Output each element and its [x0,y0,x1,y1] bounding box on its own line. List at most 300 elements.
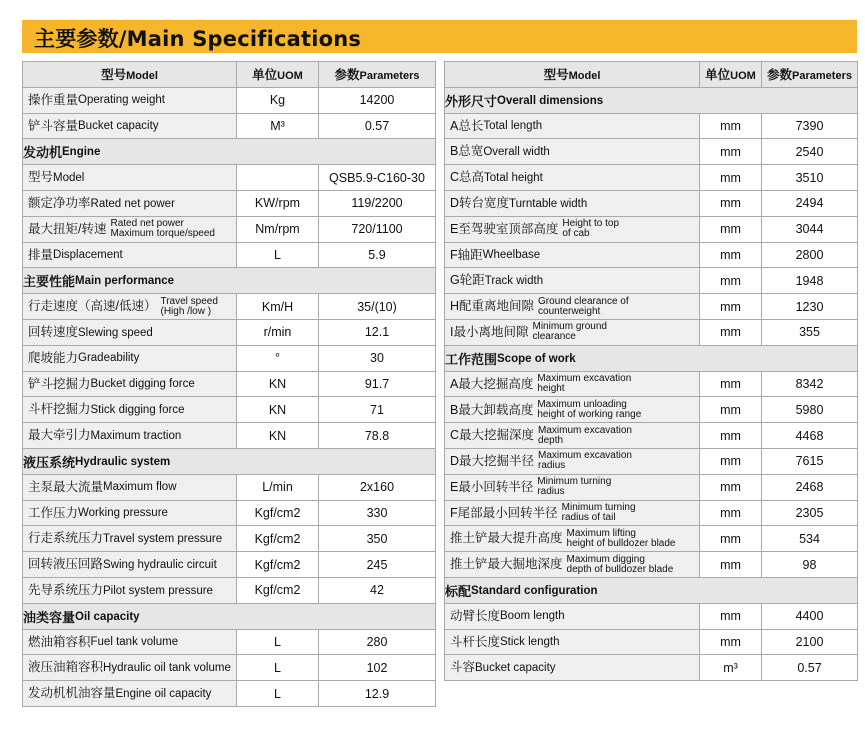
spec-label [445,448,700,474]
spec-row [23,371,436,397]
spec-label-cn: 型号 [28,170,54,185]
spec-label-en: Swing hydraulic circuit [103,558,217,571]
spec-row [23,87,436,113]
spec-unit: ° [237,345,319,371]
note-line-2: radius of tail [561,511,616,523]
spec-label-en-note [160,297,217,317]
note-line-2: radius [538,460,566,472]
note-line-1: Maximum lifting [566,527,636,539]
spec-label-cn: 推土铲最大提升高度 [450,531,563,546]
spec-label-en-note [537,374,631,394]
section-title-cn: 发动机 [23,145,63,161]
spec-unit: L [237,629,319,655]
section-title-cn: 液压系统 [23,454,76,470]
spec-label-cn: 发动机机油容量 [28,686,116,701]
section-row [445,577,858,603]
spec-unit: Kgf/cm2 [237,552,319,578]
spec-unit: mm [700,603,762,629]
spec-label-cn: 液压油箱容积 [28,660,104,675]
spec-unit: mm [700,397,762,423]
spec-label-en-note [567,529,676,549]
left-spec-table [22,61,436,707]
spec-row [23,629,436,655]
spec-label-en: Operating weight [78,94,165,107]
spec-row [445,165,858,191]
spec-label [23,423,237,449]
spec-label-en: Maximum flow [103,481,177,494]
section-heading [23,448,436,474]
spec-label-en-note [532,322,606,342]
section-title-cn: 油类容量 [23,609,76,625]
note-line-2: (High /low ) [160,305,212,317]
spec-label-cn: B总宽 [450,144,484,159]
spec-value: QSB5.9-C160-30 [319,165,436,191]
spec-label-en-note [567,555,674,575]
spec-value: 35/(10) [319,294,436,320]
spec-value: 3044 [762,216,858,242]
spec-label [445,526,700,552]
spec-label-cn: 斗容 [450,660,476,675]
note-line-2: height [537,382,565,394]
spec-value: 5.9 [319,242,436,268]
spec-label-cn: 回转速度 [28,325,79,340]
spec-value: 2540 [762,139,858,165]
spec-label-en-note [537,400,641,420]
spec-label-cn: 行走速度（高速/低速） [28,299,157,314]
section-title-en: Engine [62,146,101,159]
spec-label-en: Working pressure [78,507,168,520]
spec-label-en: Turntable width [509,197,588,210]
spec-label-cn: 斗杆挖掘力 [28,402,91,417]
note-line-1: Rated net power [110,218,184,230]
spec-label-en: Rated net power [90,197,175,210]
spec-value: 119/2200 [319,190,436,216]
spec-label [23,552,237,578]
spec-row [445,526,858,552]
spec-label [23,371,237,397]
spec-label-cn: G轮距 [450,273,485,288]
spec-label-cn: 动臂长度 [450,608,501,623]
spec-unit: L [237,242,319,268]
spec-label-cn: C总高 [450,170,485,185]
left-header-row [23,62,436,88]
spec-unit: mm [700,190,762,216]
spec-label [445,139,700,165]
spec-label-cn: 先导系统压力 [28,583,104,598]
spec-value: 720/1100 [319,216,436,242]
spec-unit: m³ [700,655,762,681]
spec-value: 1230 [762,294,858,320]
section-row [445,87,858,113]
header-parameters: 参数Parameters [762,62,858,88]
spec-unit: mm [700,294,762,320]
title-banner [22,20,857,53]
spec-label-en: Travel system pressure [103,532,223,545]
spec-label-cn: E最小回转半径 [450,479,534,494]
spec-label-en-note [538,451,632,471]
spec-row [23,397,436,423]
section-row [23,139,436,165]
spec-row [23,190,436,216]
spec-value: 7390 [762,113,858,139]
header-model: 型号Model [23,62,237,88]
section-heading [445,577,858,603]
spec-row [445,139,858,165]
spec-value: 0.57 [762,655,858,681]
section-heading [445,87,858,113]
spec-value: 12.1 [319,319,436,345]
spec-label-cn: I最小离地间隙 [450,325,529,340]
spec-label-en: Wheelbase [482,249,541,262]
spec-value: 0.57 [319,113,436,139]
spec-label-en: Total height [484,171,543,184]
spec-label [23,577,237,603]
spec-row [445,319,858,345]
spec-row [445,190,858,216]
section-row [23,603,436,629]
spec-label [23,655,237,681]
spec-row [445,242,858,268]
spec-label-en: Total length [483,120,543,133]
spec-label [23,242,237,268]
spec-row [445,629,858,655]
section-heading [445,345,858,371]
spec-row [23,216,436,242]
spec-value: 5980 [762,397,858,423]
spec-label-cn: 铲斗容量 [28,118,79,133]
spec-label [445,500,700,526]
spec-row [445,268,858,294]
spec-row [445,397,858,423]
spec-label-cn: 工作压力 [28,505,79,520]
spec-value: 2494 [762,190,858,216]
spec-row [445,474,858,500]
spec-row [23,500,436,526]
page-title: 主要参数/Main Specifications [34,27,362,51]
spec-label [445,113,700,139]
spec-label [445,165,700,191]
spec-unit [237,165,319,191]
spec-unit: mm [700,371,762,397]
spec-label-cn: A总长 [450,118,484,133]
spec-unit: mm [700,216,762,242]
spec-unit: KN [237,371,319,397]
spec-label-cn: 操作重量 [28,92,79,107]
spec-label-en: Pilot system pressure [103,584,213,597]
section-title-en: Oil capacity [75,610,140,623]
spec-row [23,113,436,139]
spec-label-en-note [538,426,632,446]
spec-label-en: Engine oil capacity [115,687,212,700]
spec-label-en: Stick length [500,636,560,649]
spec-label-en: Stick digging force [90,404,185,416]
spec-value: 3510 [762,165,858,191]
note-line-1: Maximum excavation [538,424,632,436]
spec-label-cn: 爬坡能力 [28,350,79,365]
spec-label [445,242,700,268]
section-title-cn: 工作范围 [445,351,498,367]
spec-label [23,294,237,320]
spec-label [23,474,237,500]
spec-label-cn: 推土铲最大掘地深度 [450,557,563,572]
spec-label-cn: 铲斗挖掘力 [28,376,91,391]
spec-label-en: Hydraulic oil tank volume [103,661,231,674]
spec-label-en: Bucket capacity [78,120,159,133]
header-uom: 单位UOM [237,62,319,88]
spec-value: 330 [319,500,436,526]
spec-unit: mm [700,242,762,268]
spec-label-cn: H配重离地间隙 [450,299,535,314]
section-heading [23,603,436,629]
spec-label-en: Bucket digging force [90,378,195,391]
header-model: 型号Model [445,62,700,88]
spec-row [23,655,436,681]
spec-label [23,500,237,526]
spec-value: 245 [319,552,436,578]
spec-unit: mm [700,448,762,474]
spec-label [445,603,700,629]
spec-label-en: Bucket capacity [475,661,556,674]
spec-unit: mm [700,165,762,191]
spec-label [23,526,237,552]
spec-value: 30 [319,345,436,371]
spec-label [445,190,700,216]
spec-label-cn: F轴距 [450,247,483,262]
section-row [23,268,436,294]
spec-label-cn: 最大牵引力 [28,428,91,443]
header-uom: 单位UOM [700,62,762,88]
spec-label-en: Gradeability [78,352,140,365]
spec-row [445,552,858,578]
spec-value: 4468 [762,423,858,449]
spec-label-cn: B最大卸载高度 [450,402,534,417]
spec-unit: M³ [237,113,319,139]
spec-label [445,216,700,242]
note-line-2: depth [538,434,564,446]
spec-row [23,474,436,500]
section-title-cn: 标配 [445,583,472,599]
section-row [23,448,436,474]
spec-value: 350 [319,526,436,552]
note-line-2: clearance [532,331,576,343]
spec-label-en: Overall width [483,146,550,159]
spec-unit: Kgf/cm2 [237,500,319,526]
spec-label-en-note [537,477,611,497]
spec-unit: mm [700,500,762,526]
spec-unit: L/min [237,474,319,500]
right-spec-table [444,61,858,681]
spec-label [23,87,237,113]
right-header-row [445,62,858,88]
spec-label-en: Model [53,171,85,184]
spec-label-en: Displacement [53,249,123,262]
spec-value: 280 [319,629,436,655]
section-title-en: Scope of work [497,352,576,365]
spec-label-cn: 最大扭矩/转速 [28,221,107,236]
spec-row [23,319,436,345]
spec-row [445,500,858,526]
spec-label-en: Track width [484,275,544,288]
spec-unit: Kg [237,87,319,113]
spec-unit: mm [700,552,762,578]
spec-value: 2800 [762,242,858,268]
spec-value: 91.7 [319,371,436,397]
spec-label [23,681,237,707]
spec-label [445,423,700,449]
note-line-1: Travel speed [160,295,218,307]
spec-label-en-note [562,219,619,239]
spec-label-cn: 额定净功率 [28,196,91,211]
spec-label-cn: C最大挖掘深度 [450,428,535,443]
spec-unit: mm [700,474,762,500]
spec-unit: mm [700,268,762,294]
spec-label [23,165,237,191]
note-line-1: Ground clearance of [538,295,629,307]
spec-value: 102 [319,655,436,681]
spec-row [445,294,858,320]
spec-unit: Km/H [237,294,319,320]
spec-value: 1948 [762,268,858,294]
note-line-1: Maximum digging [566,553,645,565]
note-line-1: Maximum excavation [538,450,632,462]
section-title-cn: 外形尺寸 [445,93,498,109]
note-line-1: Maximum unloading [537,398,627,410]
spec-value: 78.8 [319,423,436,449]
section-title-en: Hydraulic system [75,455,171,468]
note-line-2: depth of bulldozer blade [566,563,674,575]
spec-unit: mm [700,139,762,165]
spec-label [23,190,237,216]
spec-label-en-note [538,297,629,317]
spec-label [23,397,237,423]
spec-unit: mm [700,423,762,449]
spec-row [23,294,436,320]
spec-label-en: Maximum traction [90,429,182,442]
note-line-2: height of working range [537,408,642,420]
note-line-2: height of bulldozer blade [566,537,676,549]
spec-label [445,294,700,320]
spec-value: 42 [319,577,436,603]
section-heading [23,139,436,165]
spec-row [23,577,436,603]
spec-label-cn: 回转液压回路 [28,557,104,572]
spec-value: 2468 [762,474,858,500]
spec-label [23,319,237,345]
spec-unit: mm [700,319,762,345]
spec-value: 98 [762,552,858,578]
spec-unit: KN [237,397,319,423]
note-line-2: counterweight [538,305,601,317]
note-line-1: Minimum turning [537,476,612,488]
spec-unit: mm [700,629,762,655]
section-title-en: Overall dimensions [497,94,604,107]
spec-label [23,629,237,655]
spec-row [445,603,858,629]
note-line-1: Minimum turning [561,501,636,513]
spec-label [445,319,700,345]
spec-unit: r/min [237,319,319,345]
spec-label [23,345,237,371]
spec-row [445,423,858,449]
note-line-1: Height to top [562,218,620,230]
spec-unit: L [237,681,319,707]
spec-label [445,371,700,397]
spec-value: 4400 [762,603,858,629]
spec-row [23,526,436,552]
note-line-1: Maximum excavation [537,372,632,384]
spec-row [445,216,858,242]
spec-label [445,268,700,294]
spec-value: 2100 [762,629,858,655]
spec-row [23,423,436,449]
spec-label-cn: 主泵最大流量 [28,479,104,494]
spec-row [23,681,436,707]
spec-unit: KN [237,423,319,449]
spec-label-en-note [562,503,636,523]
spec-unit: L [237,655,319,681]
spec-row [445,448,858,474]
spec-label-en-note [110,219,215,239]
spec-label [445,474,700,500]
spec-label-en: Boom length [500,610,565,623]
note-line-2: radius [537,486,565,498]
spec-value: 534 [762,526,858,552]
spec-label [445,397,700,423]
spec-value: 12.9 [319,681,436,707]
section-title-cn: 主要性能 [23,274,76,290]
spec-label-cn: 行走系统压力 [28,531,104,546]
spec-unit: Kgf/cm2 [237,577,319,603]
spec-unit: Kgf/cm2 [237,526,319,552]
spec-label-cn: F尾部最小回转半径 [450,505,558,520]
spec-label [445,655,700,681]
note-line-2: Maximum torque/speed [110,228,215,240]
spec-value: 71 [319,397,436,423]
section-title-en: Standard configuration [471,584,598,597]
spec-label-cn: D转台宽度 [450,196,510,211]
spec-row [23,552,436,578]
spec-value: 355 [762,319,858,345]
spec-label-cn: E至驾驶室顶部高度 [450,221,559,236]
spec-value: 8342 [762,371,858,397]
spec-row [23,242,436,268]
spec-value: 2305 [762,500,858,526]
spec-value: 2x160 [319,474,436,500]
spec-row [445,113,858,139]
spec-label-cn: 斗杆长度 [450,634,501,649]
spec-label [445,629,700,655]
spec-label-cn: 燃油箱容积 [28,634,91,649]
note-line-2: of cab [562,228,590,240]
spec-row [445,655,858,681]
spec-unit: mm [700,113,762,139]
section-title-en: Main performance [75,275,175,288]
spec-value: 14200 [319,87,436,113]
spec-label-en: Fuel tank volume [90,636,179,649]
header-parameters: 参数Parameters [319,62,436,88]
spec-unit: Nm/rpm [237,216,319,242]
spec-row [23,165,436,191]
spec-row [23,345,436,371]
spec-label-cn: A最大挖掘高度 [450,376,534,391]
spec-label [23,113,237,139]
spec-label-cn: 排量 [28,247,54,262]
spec-label-cn: D最大挖掘半径 [450,454,535,469]
spec-row [445,371,858,397]
spec-label [23,216,237,242]
section-row [445,345,858,371]
spec-value: 7615 [762,448,858,474]
